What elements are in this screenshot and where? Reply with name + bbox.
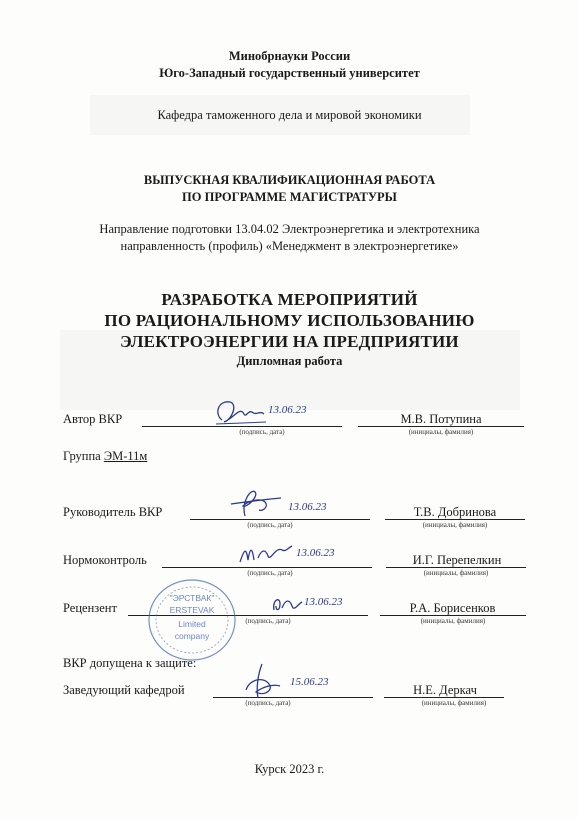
head-name-line — [384, 697, 504, 698]
head-sign-caption: (подпись, дата) — [245, 699, 291, 707]
reviewer-name-line — [380, 615, 526, 616]
company-stamp — [146, 577, 238, 668]
author-sign-date: 13.06.23 — [268, 404, 307, 416]
supervisor-name: Т.В. Добринова — [413, 505, 497, 519]
work-type-line2: ПО ПРОГРАММЕ МАГИСТРАТУРЫ — [182, 190, 397, 204]
city-year: Курск 2023 г. — [254, 762, 325, 776]
work-type-line1: ВЫПУСКНАЯ КВАЛИФИКАЦИОННАЯ РАБОТА — [143, 173, 436, 187]
normcontrol-label: Нормоконтроль — [63, 553, 147, 567]
head-name: Н.Е. Деркач — [413, 683, 477, 697]
department-name: Кафедра таможенного дела и мировой экономики — [157, 108, 422, 122]
admitted-to-defense: ВКР допущена к защите: — [63, 656, 197, 670]
thesis-title-line3: ЭЛЕКТРОЭНЕРГИИ НА ПРЕДПРИЯТИИ — [120, 332, 459, 351]
normcontrol-name-line — [386, 567, 526, 568]
normcontrol-name: И.Г. Перепелкин — [412, 553, 502, 567]
normcontrol-sign-caption: (подпись, дата) — [247, 569, 293, 577]
university-name: Юго-Западный государственный университет — [159, 66, 420, 80]
direction-line1: Направление подготовки 13.04.02 Электроэнергетика и электротехника — [99, 222, 480, 236]
head-name-caption: (инициалы, фамилия) — [421, 699, 487, 707]
reviewer-sign-caption: (подпись, дата) — [245, 617, 291, 625]
normcontrol-sign-date: 13.06.23 — [296, 547, 335, 559]
stamp-line2: ERSTEVAK — [169, 605, 215, 615]
stamp-line3: Limited — [178, 619, 206, 629]
author-name: М.В. Потупина — [400, 412, 482, 426]
direction-line2: направленность (профиль) «Менеджмент в электроэнергетике» — [120, 239, 459, 253]
group-label: Группа — [63, 449, 101, 463]
head-sign-date: 15.06.23 — [290, 676, 329, 688]
supervisor-name-caption: (инициалы, фамилия) — [422, 521, 488, 529]
reviewer-sign-date: 13.06.23 — [304, 596, 343, 608]
author-sign-caption: (подпись, дата) — [239, 428, 285, 436]
supervisor-name-line — [385, 519, 525, 520]
supervisor-label: Руководитель ВКР — [63, 505, 163, 519]
author-name-line — [358, 426, 524, 427]
author-label: Автор ВКР — [63, 412, 123, 426]
thesis-subtitle: Дипломная работа — [236, 354, 343, 368]
supervisor-sign-caption: (подпись, дата) — [247, 521, 293, 529]
reviewer-name-caption: (инициалы, фамилия) — [420, 617, 486, 625]
normcontrol-name-caption: (инициалы, фамилия) — [423, 569, 489, 577]
thesis-title-line1: РАЗРАБОТКА МЕРОПРИЯТИЙ — [161, 290, 418, 309]
reviewer-label: Рецензент — [63, 601, 117, 615]
supervisor-sign-date: 13.06.23 — [288, 501, 327, 513]
head-of-department-label: Заведующий кафедрой — [63, 683, 185, 697]
author-name-caption: (инициалы, фамилия) — [408, 428, 474, 436]
thesis-title-line2: ПО РАЦИОНАЛЬНОМУ ИСПОЛЬЗОВАНИЮ — [104, 311, 475, 330]
ministry-name: Минобрнауки России — [228, 49, 351, 63]
group-field — [63, 449, 147, 464]
reviewer-name: Р.А. Борисенков — [409, 601, 496, 615]
stamp-line1: "ЭРСТВАК" — [169, 593, 215, 603]
stamp-line4: company — [174, 631, 210, 641]
group-value: ЭМ-11м — [103, 449, 148, 463]
